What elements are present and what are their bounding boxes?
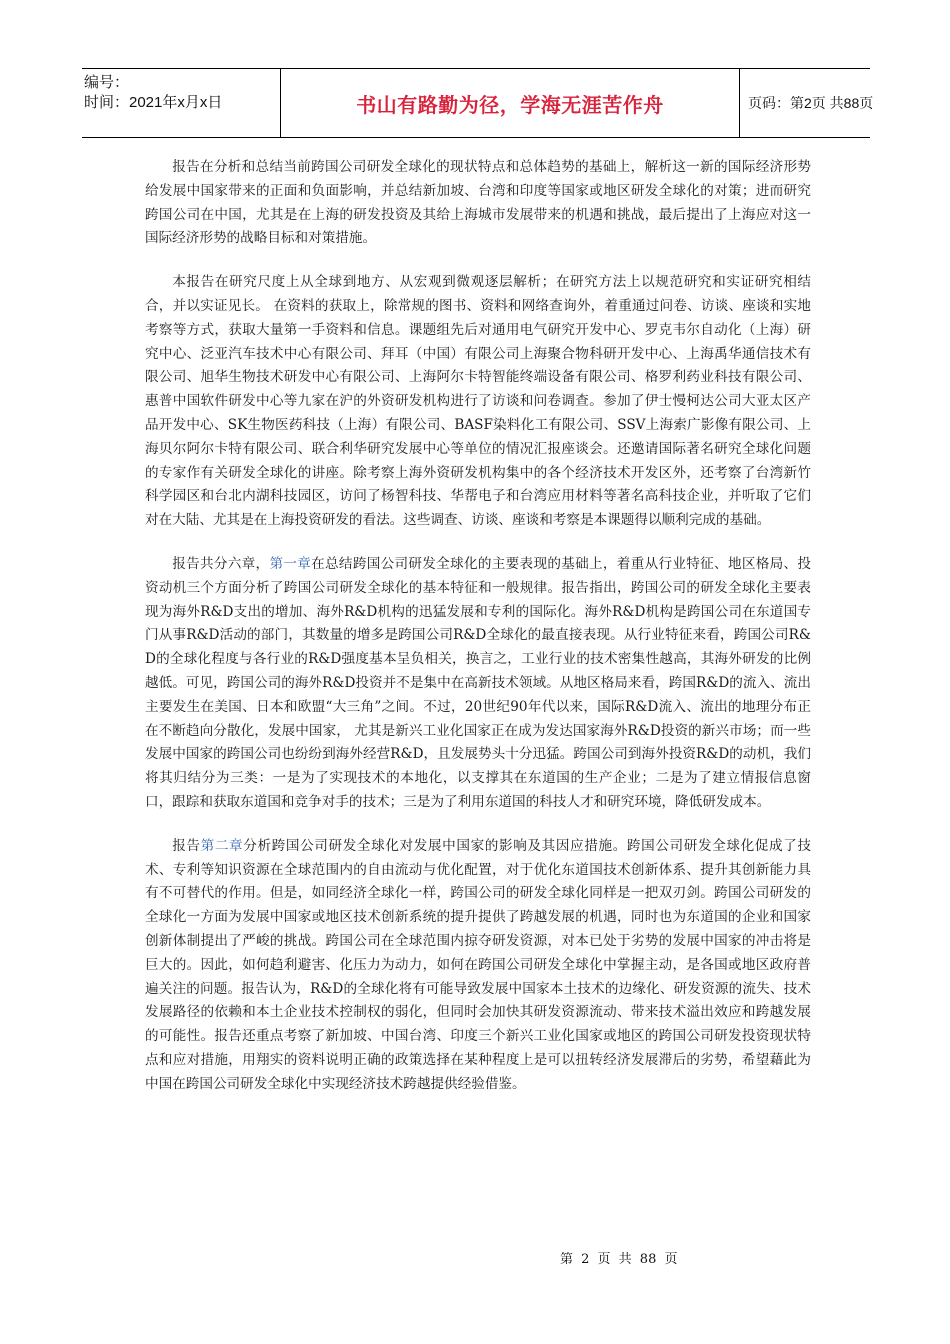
- document-number-label: 编号：: [84, 74, 130, 91]
- paragraph-chapter-two: [145, 835, 811, 1097]
- header-meta: [82, 69, 281, 137]
- chapter-one-link[interactable]: 第一章: [269, 555, 312, 572]
- paragraph-text-pre: 报告: [172, 837, 201, 854]
- paragraph-text-pre: 报告共分六章，: [172, 555, 270, 572]
- document-date-label: 时间：2021年x月x日: [84, 94, 223, 111]
- paragraph-intro: 报告在分析和总结当前跨国公司研发全球化的现状特点和总体趋势的基础上，解析这一新的国际经济形势给发展中国家带来的正面和负面影响，并总结新加坡、台湾和印度等国家或地区研发全球化的对策；进而研究跨国公司在中国，尤其是在上海的研发投资及其给上海城市发展带来的机遇和挑战，最后提出了上海应对这一国际经济形势的战略目标和对策措施。: [145, 159, 811, 247]
- header-page-number: 页码：第2页 共88页: [748, 95, 874, 111]
- paragraph-methodology: 本报告在研究尺度上从全球到地方、从宏观到微观逐层解析；在研究方法上以规范研究和实证研究相结合，并以实证见长。 在资料的获取上，除常规的图书、资料和网络查询外，着重通过问卷、访谈、座谈和实地考察等方式，获取大量第一手资料和信息。课题组先后对通用电气研究开发中心、罗克韦尔自动化（上海）研究中心、泛亚汽车技术中心有限公司、拜耳（中国）有限公司上海聚合物科研开发中心、上海禹华通信技术有限公司、旭华生物技术研发中心有限公司、上海阿尔卡特智能终端设备有限公司、格罗利药业科技有限公司、惠普中国软件研发中心等九家在沪的外资研发机构进行了访谈和问卷调查。参加了伊士慢柯达公司大亚太区产品开发中心、SK生物医药科技（上海）有限公司、BASF染料化工有限公司、SSV上海索广影像有限公司、上海贝尔阿尔卡特有限公司、联合利华研究发展中心等单位的情况汇报座谈会。还邀请国际著名研究全球化问题的专家作有关研发全球化的讲座。除考察上海外资研发机构集中的各个经济技术开发区外，还考察了台湾新竹科学园区和台北内湖科技园区，访问了杨智科技、华帮电子和台湾应用材料等著名高科技企业，并听取了它们对在大陆、尤其是在上海投资研发的看法。这些调查、访谈、座谈和考察是本课题得以顺利完成的基础。: [145, 274, 811, 529]
- page-header: [82, 68, 874, 138]
- paragraph-text-post: 在总结跨国公司研发全球化的主要表现的基础上，着重从行业特征、地区格局、投资动机三个方面分析了跨国公司研发全球化的基本特征和一般规律。报告指出，跨国公司的研发全球化主要表现为海外R&D支出的增加、海外R&D机构的迅猛发展和专利的国际化。海外R&D机构是跨国公司在东道国专门从事R&D活动的部门，其数量的增多是跨国公司R&D全球化的最直接表现。从行业特征来看，跨国公司R&D的全球化程度与各行业的R&D强度基本呈负相关，换言之，工业行业的技术密集性越高，其海外研发的比例越低。可见，跨国公司的海外R&D投资并不是集中在高新技术领域。从地区格局来看，跨国R&D的流入、流出主要发生在美国、日本和欧盟“大三角”之间。不过，20世纪90年代以来，国际R&D流入、流出的地理分布正在不断趋向分散化，发展中国家， 尤其是新兴工业化国家正在成为发达国家海外R&D投资的新兴市场；而一些发展中国家的跨国公司也纷纷到海外经营R&D，且发展势头十分迅猛。跨国公司到海外投资R&D的动机，我们将其归结分为三类：一是为了实现技术的本地化，以支撑其在东道国的生产企业；二是为了建立情报信息窗口，跟踪和获取东道国和竞争对手的技术；三是为了利用东道国的科技人才和研究环境，降低研发成本。: [145, 555, 812, 810]
- paragraph-chapter-one: [145, 553, 811, 815]
- page-footer-number: 第 2 页 共 88 页: [560, 1252, 678, 1267]
- header-motto: 书山有路勤为径，学海无涯苦作舟: [281, 69, 740, 137]
- document-body: [145, 156, 811, 1116]
- paragraph-text-post: 分析跨国公司研发全球化对发展中国家的影响及其因应措施。跨国公司研发全球化促成了技术、专利等知识资源在全球范围内的自由流动与优化配置，对于优化东道国技术创新体系、提升其创新能力具有不可替代的作用。但是，如同经济全球化一样，跨国公司的研发全球化同样是一把双刃剑。跨国公司研发的全球化一方面为发展中国家或地区技术创新系统的提升提供了跨越发展的机遇，同时也为东道国的企业和国家创新体制提出了严峻的挑战。跨国公司在全球范围内掠夺研发资源，对本已处于劣势的发展中国家的冲击将是巨大的。因此，如何趋利避害、化压力为动力，如何在跨国公司研发全球化中掌握主动，是各国或地区政府普遍关注的问题。报告认为，R&D的全球化将有可能导致发展中国家本土技术的边缘化、研发资源的流失、技术发展路径的依赖和本土企业技术控制权的弱化，但同时会加快其研发资源流动、带来技术溢出效应和跨越发展的可能性。报告还重点考察了新加坡、中国台湾、印度三个新兴工业化国家或地区的跨国公司研发投资现状特点和应对措施，用翔实的资料说明正确的政策选择在某种程度上是可以扭转经济发展滞后的劣势，希望藉此为中国在跨国公司研发全球化中实现经济技术跨越提供经验借鉴。: [145, 837, 812, 1092]
- chapter-two-link[interactable]: 第二章: [200, 837, 244, 854]
